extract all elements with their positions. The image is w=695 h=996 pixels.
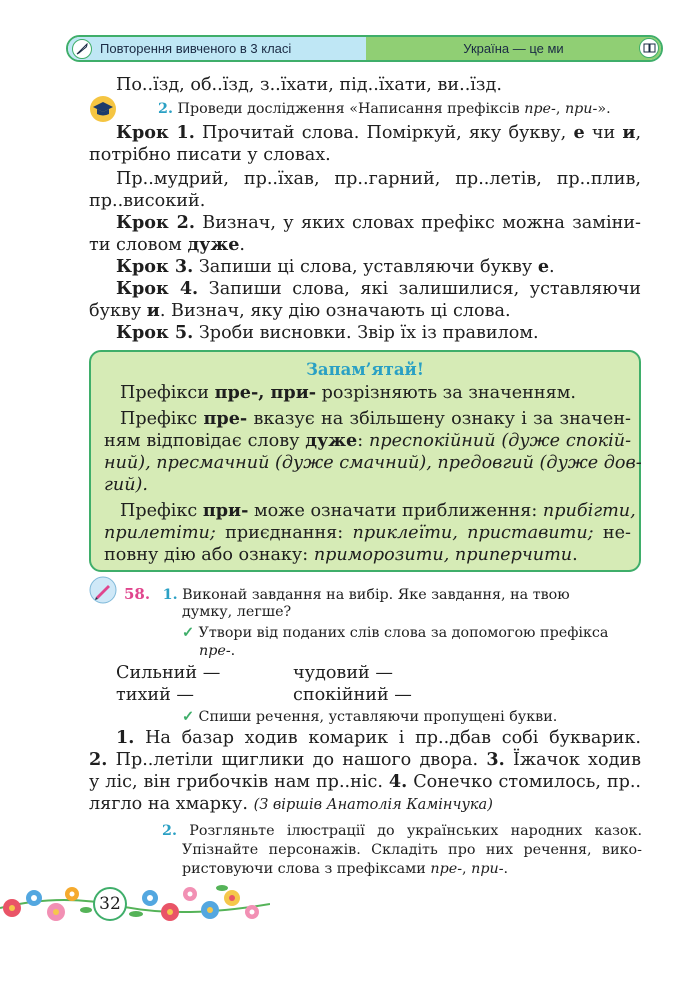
step-4-line-b: букву и. Визнач, яку дію означають ці слова. [89,300,511,321]
sentence-line-1: 1. На базар ходив комарик і пр..дбав собі букварик. [116,727,641,748]
words-line-b: пр..високий. [89,191,206,211]
word-1: Сильний — [116,663,221,683]
graduation-cap-icon [89,95,117,127]
ex58-task2-line-b: Упізнайте персонажів. Складіть про них речення, вико- [182,842,642,858]
step-2-line-b: ти словом дуже. [89,234,245,255]
task-2-line: 2. Проведи дослідження «Написання префіксів пре-, при-». [158,101,611,117]
word-4: спокійний — [293,685,412,705]
ex58-option1-line-b: пре-. [199,643,236,659]
sentence-line-3: у ліс, він грибочків нам пр..ніс. 4. Сонечко стомилось, пр.. [89,771,642,792]
remember-p3-line-a: Префікс при- може означати приближення: прибігти, [120,500,636,521]
page-header [66,35,663,62]
header-left-title: Повторення вивченого в 3 класі [100,41,292,56]
words-line-a: Пр..мудрий, пр..їхав, пр..гарний, пр..летів, пр..плив, [116,169,641,189]
step-2-line-a: Крок 2. Визнач, у яких словах префікс можна заміни- [116,212,641,233]
remember-p3-line-c: повну дію або ознаку: приморозити, приперчити. [104,545,578,565]
remember-p2-line-c: ний), пресмачний (дуже смачний), предовгий (дуже дов- [104,453,642,473]
remember-p1: Префікси пре-, при- розрізняють за значенням. [120,382,577,403]
pen-icon [89,576,117,608]
remember-p3-line-b: прилетіти; приєднання: приклеїти, приставити; не- [104,523,631,543]
word-3: тихий — [116,685,195,705]
step-1-line-a: Крок 1. Прочитай слова. Поміркуй, яку букву, е чи и, [116,122,642,143]
ex58-task2-line-a: 2. Розгляньте ілюстрації до українських народних казок. [162,823,643,839]
remember-p2-line-d: гий). [104,475,149,495]
header-section-right [366,37,661,60]
ex58-option1-line-a: ✓ Утвори від поданих слів слова за допомогою префікса [182,625,609,641]
poem-source: (З віршів Анатолія Камінчука) [253,797,493,813]
sentence-line-4: лягло на хмарку. (З віршів Анатолія Камінчука) [89,794,493,814]
page-number: 32 [93,887,127,921]
quill-icon [72,39,92,59]
book-icon [639,38,659,58]
step-5-line: Крок 5. Зроби висновки. Звір їх із правилом. [116,322,539,343]
step-3-line: Крок 3. Запиши ці слова, уставляючи букву е. [116,256,555,277]
remember-title: Запам’ятай! [305,360,425,379]
ex58-task1-line-a: 58. 1. Виконай завдання на вибір. Яке завдання, на твою [124,585,570,603]
step-4-line-a: Крок 4. Запиши слова, які залишилися, уставляючи [116,278,641,299]
sentence-line-2: 2. Пр..летіли щиглики до нашого двора. 3. Їжачок ходив [89,749,642,770]
remember-p2-line-a: Префікс пре- вказує на збільшену ознаку і за значен- [120,408,631,429]
header-right-title: Україна — це ми [463,41,564,56]
word-2: чудовий — [293,663,393,683]
step-1-line-b: потрібно писати у словах. [89,145,331,165]
header-section-left [68,37,366,60]
remember-p2-line-b: ням відповідає слову дуже: преспокійний (дуже спокій- [104,430,632,451]
ex58-task2-line-c: ристовуючи слова з префіксами пре-, при-. [182,861,509,877]
prefix-words-line: По..їзд, об..їзд, з..їхати, під..їхати, ви..їзд. [116,75,502,95]
ex58-option2-line: ✓ Спиши речення, уставляючи пропущені букви. [182,709,558,725]
ex58-task1-line-b: думку, легше? [182,604,292,620]
flower-border-decoration [0,868,270,928]
